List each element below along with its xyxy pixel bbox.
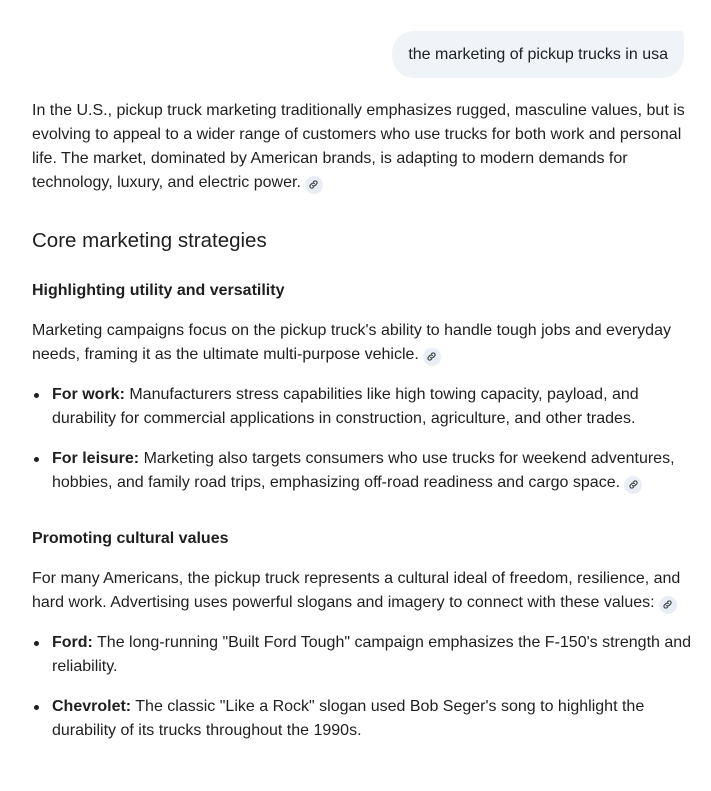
list-item	[32, 695, 692, 743]
bullet-label: Ford:	[52, 634, 93, 651]
link-icon[interactable]	[423, 348, 441, 366]
bullet-label: For leisure:	[52, 450, 140, 467]
link-icon[interactable]	[659, 596, 677, 614]
bullet-text: The classic "Like a Rock" slogan used Bob Seger's song to highlight the durability of its trucks throughout the 1990s.	[52, 698, 645, 739]
paragraph-text: Marketing campaigns focus on the pickup truck's ability to handle tough jobs and everyday needs, framing it as the ultimate multi-purpose vehicle.	[32, 322, 671, 363]
subsection-title-cultural: Promoting cultural values	[32, 530, 229, 547]
user-query-text: the marketing of pickup trucks in usa	[408, 46, 668, 63]
bullet-text: Marketing also targets consumers who use trucks for weekend adventures, hobbies, and family road trips, emphasizing off-road readiness and cargo space.	[52, 450, 675, 491]
paragraph-text: For many Americans, the pickup truck represents a cultural ideal of freedom, resilience, and hard work. Advertising uses powerful slogans and imagery to connect with these values:	[32, 570, 681, 611]
intro-paragraph	[32, 99, 692, 195]
section-title: Core marketing strategies	[32, 229, 267, 252]
bullet-label: For work:	[52, 386, 125, 403]
subsection-title-utility: Highlighting utility and versatility	[32, 282, 285, 299]
bullet-label: Chevrolet:	[52, 698, 132, 715]
bullet-list-cultural	[32, 631, 692, 743]
list-item	[32, 447, 692, 495]
user-query-bubble	[392, 31, 684, 78]
bullet-text: Manufacturers stress capabilities like high towing capacity, payload, and durability for commercial applications in construction, agriculture, and other trades.	[52, 386, 639, 427]
subsection-paragraph-utility	[32, 319, 692, 367]
intro-text: In the U.S., pickup truck marketing traditionally emphasizes rugged, masculine values, but is evolving to appeal to a wider range of customers who use trucks for both work and personal life. The market, dominated by American brands, is adapting to modern demands for technology, luxury, and electric power.	[32, 102, 685, 191]
list-item	[32, 631, 692, 679]
bullet-text: The long-running "Built Ford Tough" campaign emphasizes the F-150's strength and reliability.	[52, 634, 692, 675]
link-icon[interactable]	[624, 476, 642, 494]
link-icon[interactable]	[305, 176, 323, 194]
bullet-list-utility	[32, 383, 692, 495]
assistant-response	[32, 99, 692, 759]
subsection-paragraph-cultural	[32, 567, 692, 615]
list-item	[32, 383, 692, 431]
